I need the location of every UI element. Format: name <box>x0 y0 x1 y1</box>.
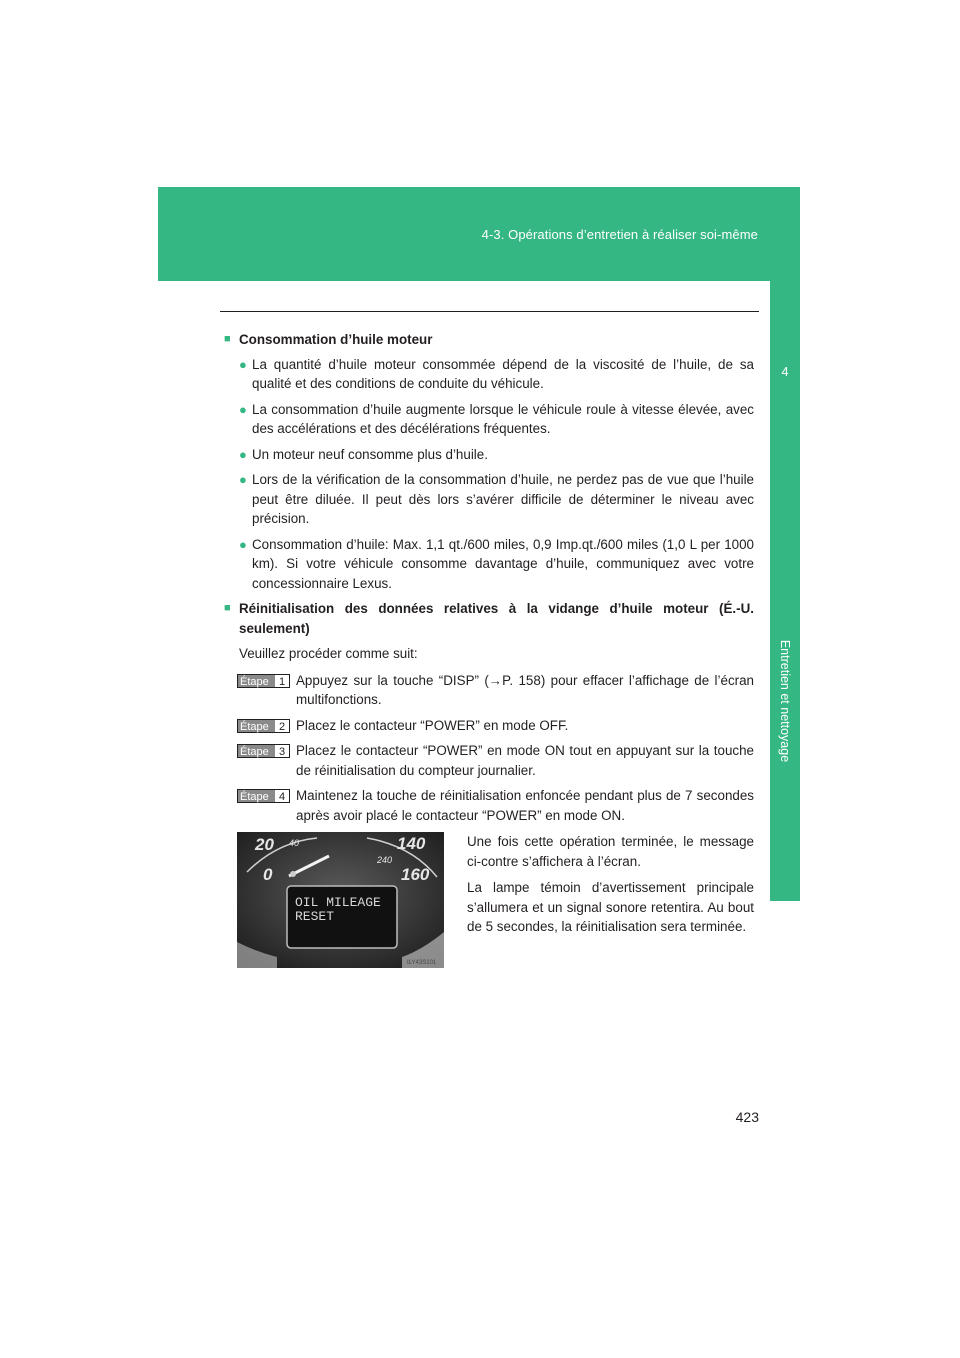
gauge-label: 240 <box>377 855 393 865</box>
instrument-cluster-image <box>237 832 444 968</box>
list-item: ● La quantité d’huile moteur consommée dépend de la viscosité de l’huile, de sa qualité et des conditions de conduite du véhicule. <box>224 355 754 394</box>
step-item: Étape 4 Maintenez la touche de réinitialisation enfoncée pendant plus de 7 secondes après avoir placé le contacteur “POWER” en mode ON. <box>224 786 754 825</box>
display-message-line2: RESET <box>295 909 335 924</box>
step-item: Étape 2 Placez le contacteur “POWER” en mode OFF. <box>224 716 754 736</box>
circle-bullet-icon: ● <box>239 401 247 417</box>
step-badge: Étape 2 <box>237 719 290 733</box>
circle-bullet-icon: ● <box>239 446 247 462</box>
procedure-intro: Veuillez procéder comme suit: <box>239 646 418 661</box>
instrument-cluster-illustration <box>237 832 444 968</box>
list-item: ● Lors de la vérification de la consommation d’huile, ne perdez pas de vue que l’huile peut être diluée. Il peut dès lors s’avérer difficile de déterminer le niveau avec précision. <box>224 470 754 529</box>
section-header-title: 4-3. Opérations d’entretien à réaliser soi-même <box>481 227 758 242</box>
chapter-side-tab <box>770 281 800 901</box>
page-number: 423 <box>735 1109 759 1125</box>
list-item: ● La consommation d’huile augmente lorsque le véhicule roule à vitesse élevée, avec des accélérations et des décélérations fréquentes. <box>224 400 754 439</box>
image-code: ILY43S101 <box>407 960 437 966</box>
step-item: Étape 1 Appuyez sur la touche “DISP” (→P. 158) pour effacer l’affichage de l’écran multifonctions. <box>224 671 754 710</box>
section-title-oil-consumption: ■ Consommation d’huile moteur <box>224 330 754 350</box>
list-item: ● Un moteur neuf consomme plus d’huile. <box>224 445 754 465</box>
gauge-label: 140 <box>397 834 426 853</box>
square-bullet-icon: ■ <box>224 333 231 345</box>
step-badge: Étape 3 <box>237 744 290 758</box>
chapter-label: Entretien et nettoyage <box>778 639 792 763</box>
square-bullet-icon: ■ <box>224 602 231 614</box>
list-item: ● Consommation d’huile: Max. 1,1 qt./600 miles, 0,9 Imp.qt./600 miles (1,0 L per 1000 km). Si votre véhicule consomme davantage d’huile, communiquez avec votre concessionnaire Lexus. <box>224 535 754 594</box>
divider-rule <box>220 311 759 312</box>
figure-caption: Une fois cette opération terminée, le message ci-contre s’affichera à l’écran. La lampe témoin d’avertissement principale s’allumera et un signal sonore retentira. Au bout de 5 secondes, la réinitialisation sera terminée. <box>467 834 754 934</box>
step-badge: Étape 4 <box>237 789 290 803</box>
gauge-label: 160 <box>401 865 430 884</box>
main-content <box>224 330 754 968</box>
gauge-label: 0 <box>263 865 273 884</box>
header-band <box>158 187 800 281</box>
section-title-oil-reset: ■ Réinitialisation des données relatives à la vidange d’huile moteur (É.-U. seulement) <box>224 599 754 638</box>
circle-bullet-icon: ● <box>239 472 247 487</box>
step-item: Étape 3 Placez le contacteur “POWER” en mode ON tout en appuyant sur la touche de réinitialisation du compteur journalier. <box>224 741 754 780</box>
gauge-label: 40 <box>289 838 300 848</box>
chapter-number: 4 <box>781 364 789 379</box>
circle-bullet-icon: ● <box>239 536 247 552</box>
step-badge: Étape 1 <box>237 674 290 688</box>
display-message-line1: OIL MILEAGE <box>295 895 381 910</box>
gauge-label: 20 <box>255 835 274 854</box>
circle-bullet-icon: ● <box>239 356 247 372</box>
figure-row <box>224 832 754 968</box>
